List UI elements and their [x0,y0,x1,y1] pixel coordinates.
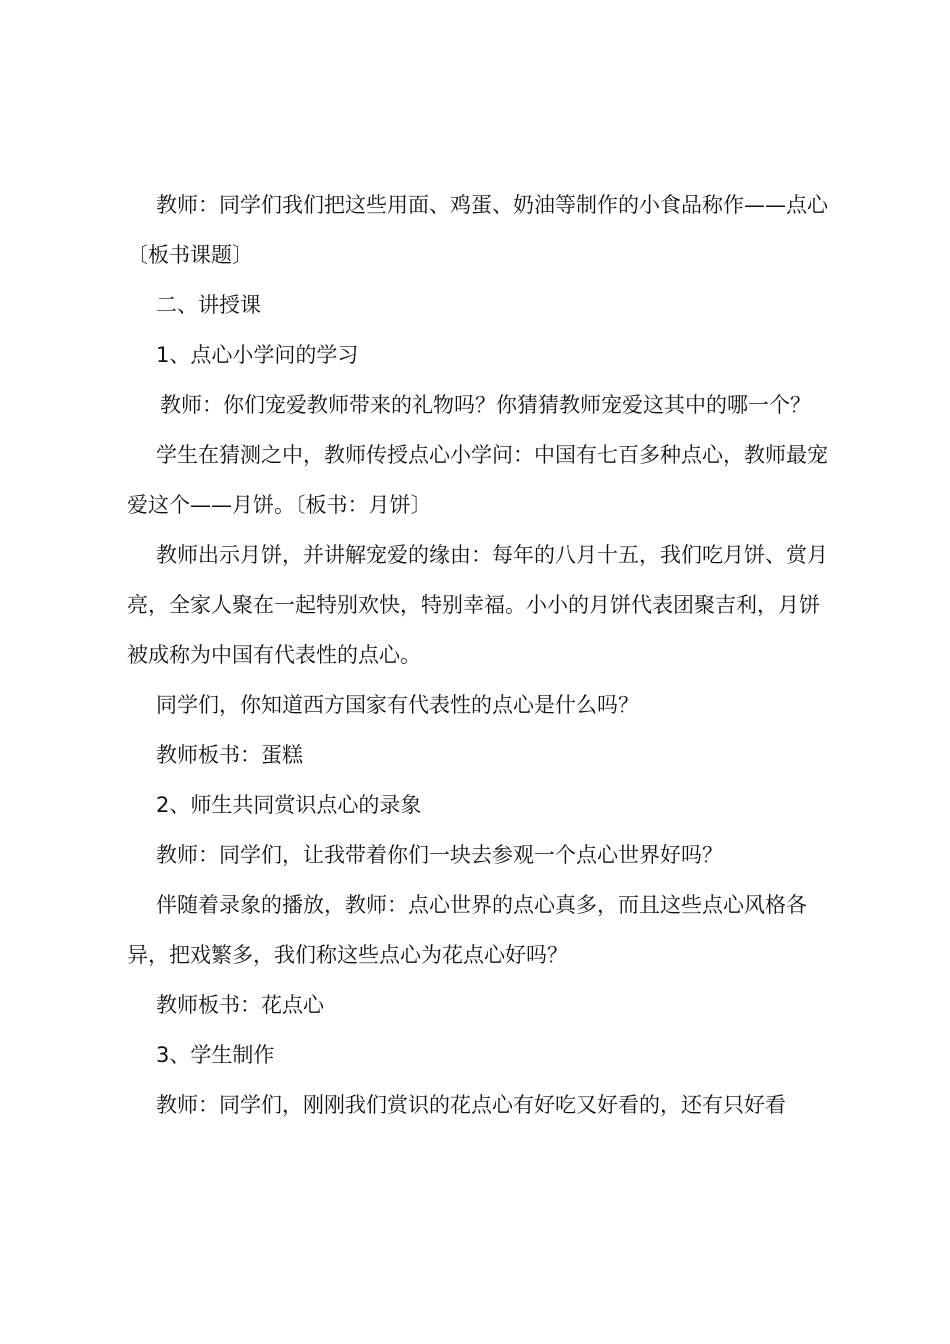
document-body [127,180,832,1130]
paragraph-teacher-making: 教师：同学们，刚刚我们赏识的花点心有好吃又好看的，还有只好看 [156,1093,786,1117]
section-heading-lecture: 二、讲授课 [156,293,261,317]
paragraph-western-question: 同学们，你知道西方国家有代表性的点心是什么吗？ [156,693,639,717]
paragraph-board-cake: 教师板书：蛋糕 [156,743,303,767]
subsection-heading-making: 3、学生制作 [156,1043,275,1067]
paragraph-intro-snacks: 教师：同学们我们把这些用面、鸡蛋、奶油等制作的小食品称作——点心〔板书课题〕 [127,193,828,267]
paragraph-video-commentary: 伴随着录象的播放，教师：点心世界的点心真多，而且这些点心风格各异，把戏繁多，我们称这些点心为花点心好吗？ [127,893,807,967]
paragraph-visit-world: 教师：同学们，让我带着你们一块去参观一个点心世界好吗？ [156,843,723,867]
subsection-heading-knowledge: 1、点心小学问的学习 [156,343,359,367]
paragraph-teacher-question: 教师：你们宠爱教师带来的礼物吗？你猜猜教师宠爱这其中的哪一个？ [160,393,811,417]
paragraph-mooncake-intro: 学生在猜测之中，教师传授点心小学问：中国有七百多种点心，教师最宠爱这个——月饼。〔板书：月饼〕 [127,443,828,517]
paragraph-board-fancy: 教师板书：花点心 [156,993,324,1017]
paragraph-mooncake-explanation: 教师出示月饼，并讲解宠爱的缘由：每年的八月十五，我们吃月饼、赏月亮，全家人聚在一起特别欢快，特别幸福。小小的月饼代表团聚吉利，月饼被成称为中国有代表性的点心。 [127,543,828,667]
subsection-heading-video: 2、师生共同赏识点心的录象 [156,793,422,817]
